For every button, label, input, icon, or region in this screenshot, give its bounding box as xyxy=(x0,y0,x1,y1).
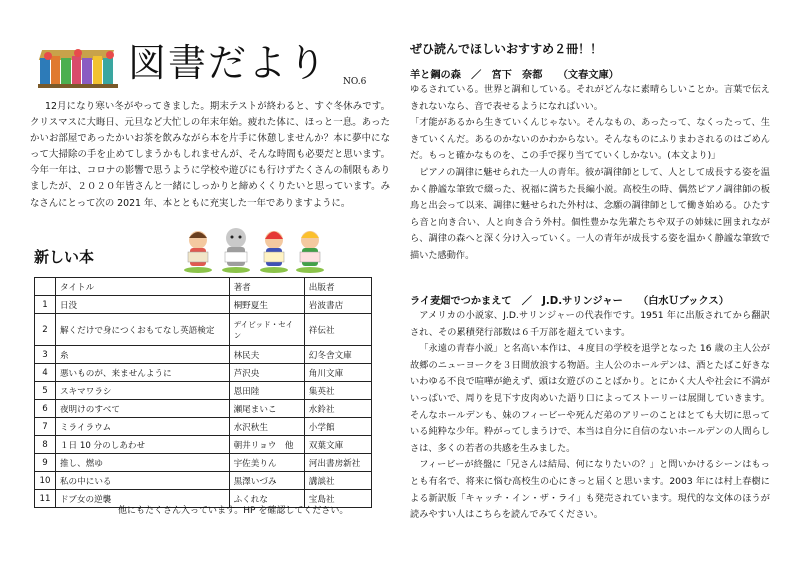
book1-paragraph: ゆるされている。世界と調和している。それがどんなに素晴らしいことか。言葉で伝えきれないなら、音で表せるようになればいい。 xyxy=(410,84,770,112)
book2-heading: ライ麦畑でつかまえて ／ J.D.サリンジャー （白水Ｕブックス） xyxy=(410,296,729,307)
book-author: 朝井リョウ 他 xyxy=(229,436,304,454)
table-row xyxy=(35,436,372,454)
book-title: １日 10 分のしあわせ xyxy=(55,436,229,454)
column-header-title: タイトル xyxy=(55,278,229,296)
new-books-heading: 新しい本 xyxy=(34,248,95,266)
book-publisher: 水鈴社 xyxy=(304,400,371,418)
row-number: 10 xyxy=(35,472,56,490)
row-number: 9 xyxy=(35,454,56,472)
book-author: 恩田陸 xyxy=(229,382,304,400)
row-number: 7 xyxy=(35,418,56,436)
book-author: デイビッド・セイン xyxy=(229,314,304,346)
column-header-number xyxy=(35,278,56,296)
books-illustration xyxy=(38,44,124,92)
book-publisher: 講談社 xyxy=(304,472,371,490)
newsletter-title: 図書だより xyxy=(128,41,329,85)
book-publisher: 角川文庫 xyxy=(304,364,371,382)
book-publisher: 幻冬舎文庫 xyxy=(304,346,371,364)
book-publisher: 祥伝社 xyxy=(304,314,371,346)
book2-review xyxy=(410,308,770,524)
book-publisher: 岩波書店 xyxy=(304,296,371,314)
book-publisher: 集英社 xyxy=(304,382,371,400)
book-title: 夜明けのすべて xyxy=(55,400,229,418)
row-number: 1 xyxy=(35,296,56,314)
table-row xyxy=(35,346,372,364)
table-row xyxy=(35,314,372,346)
book-title: スキマワラシ xyxy=(55,382,229,400)
book2-paragraph: アメリカの小説家、J.D.サリンジャーの代表作です。1951 年に出版されてから翻訳され、その累積発行部数は６千万部を超えています。 xyxy=(410,310,770,338)
book-title: ドブ女の逆襲 xyxy=(55,490,229,508)
book-author: 桐野夏生 xyxy=(229,296,304,314)
column-header-publisher: 出版者 xyxy=(304,278,371,296)
table-row xyxy=(35,382,372,400)
book-title: 私の中にいる xyxy=(55,472,229,490)
row-number: 5 xyxy=(35,382,56,400)
book-author: 水沢秋生 xyxy=(229,418,304,436)
row-number: 4 xyxy=(35,364,56,382)
table-row xyxy=(35,400,372,418)
book-author: 林民夫 xyxy=(229,346,304,364)
book-author: 瀬尾まいこ xyxy=(229,400,304,418)
row-number: 6 xyxy=(35,400,56,418)
book-author: 芦沢央 xyxy=(229,364,304,382)
column-header-author: 著者 xyxy=(229,278,304,296)
table-row xyxy=(35,364,372,382)
table-row xyxy=(35,472,372,490)
book-author: 宇佐美りん xyxy=(229,454,304,472)
book1-heading: 羊と鋼の森 ／ 宮下 奈都 （文春文庫） xyxy=(410,70,619,81)
row-number: 11 xyxy=(35,490,56,508)
book-publisher: 宝島社 xyxy=(304,490,371,508)
table-footnote: 他にもたくさん入っています。HP を確認してください。 xyxy=(118,506,349,516)
issue-number: NO.6 xyxy=(343,77,367,87)
book-publisher: 双葉文庫 xyxy=(304,436,371,454)
book1-review xyxy=(410,82,770,265)
book1-paragraph: 「才能があるから生きていくんじゃない。そんなもの、あったって、なくったって、生きていくんだ。あるのかないのかわからない。そんなものにふりまわされるのはごめんだ。もっと確かなものを、この手で探り当てていくしかない。(本文より)」 xyxy=(410,117,770,162)
row-number: 2 xyxy=(35,314,56,346)
table-row xyxy=(35,454,372,472)
book-title: 日没 xyxy=(55,296,229,314)
book-title: ミライラウム xyxy=(55,418,229,436)
book-publisher: 河出書房新社 xyxy=(304,454,371,472)
book-title: 解くだけで身につくおもてなし英語検定 xyxy=(55,314,229,346)
book2-paragraph: フィービーが終盤に「兄さんは結局、何になりたいの？」と問いかけるシーンはもっとも有名で、将来に悩む高校生の心にきっと届くと思います。2003 年には村上春樹による新訳版「キャッチ・イン・ザ・ライ」も発売されています。現代的な文体のほうが読みやすい人はこちらを読んでみてください。 xyxy=(410,459,770,521)
book-publisher: 小学館 xyxy=(304,418,371,436)
kids-reading-illustration xyxy=(178,222,330,276)
intro-paragraph: 12月になり寒い冬がやってきました。期末テストが終わると、すぐ冬休みです。クリスマスに大晦日、元旦など大忙しの年末年始。疲れた体に、ほっと一息。あったかいお部屋であったかいお茶を飲みながら本を片手に休憩しませんか？本に夢中になって大掃除の手を止めてしまうかもしれませんが、そんな時間も必要だと思います。今年一年は、コロナの影響で思うように学校や遊びにも行けずたくさんの制限もありましたが、２０２０年皆さんと一緒にしっかりと締めくくりたいと思っています。みなさんにとって次の 2021 年、本とともに充実した一年でありますように。 xyxy=(30,101,390,209)
book-author: ふくれな xyxy=(229,490,304,508)
table-header-row xyxy=(35,278,372,296)
book-title: 糸 xyxy=(55,346,229,364)
book-title: 推し、燃ゆ xyxy=(55,454,229,472)
book-author: 黒澤いづみ xyxy=(229,472,304,490)
book1-paragraph: ピアノの調律に魅せられた一人の青年。彼が調律師として、人として成長する姿を温かく静謐な筆致で綴った、祝福に満ちた長編小説。高校生の時、偶然ピアノ調律師の板鳥と出会って以来、調律に魅せられた外村は、念願の調律師として働き始める。ひたすら音と向き合い、人と向き合う外村。個性豊かな先輩たちや双子の姉妹に囲まれながら、調律の森へと深く分け入っていく。一人の青年が成長する姿を温かく静謐な筆致で描いた感動作。 xyxy=(410,166,770,261)
recommend-heading: ぜひ読んでほしいおすすめ２冊！！ xyxy=(410,42,603,56)
book-title: 悪いものが、来ませんように xyxy=(55,364,229,382)
row-number: 8 xyxy=(35,436,56,454)
book2-paragraph: 「永遠の青春小説」と名高い本作は、４度目の学校を退学となった 16 歳の主人公が故郷のニューヨークを３日間放浪する物語。主人公のホールデンは、酒とたばこ好きないわゆる不良で喧嘩が絶えず、頭は女遊びのことばかり。とにかく大人や社会に不満がいっぱいで、周りを見下す皮肉めいた語り口によってストーリーは展開していきます。そんなホールデンも、妹のフィービーや死んだ弟のアリーのことはとても大切に思っている純粋な少年。粋がってしまうけで、本当は自分に自信のないホールデンの人間らしさは、多くの若者の共感を生みました。 xyxy=(410,343,770,454)
new-books-table xyxy=(34,277,372,508)
table-row xyxy=(35,296,372,314)
row-number: 3 xyxy=(35,346,56,364)
table-row xyxy=(35,418,372,436)
